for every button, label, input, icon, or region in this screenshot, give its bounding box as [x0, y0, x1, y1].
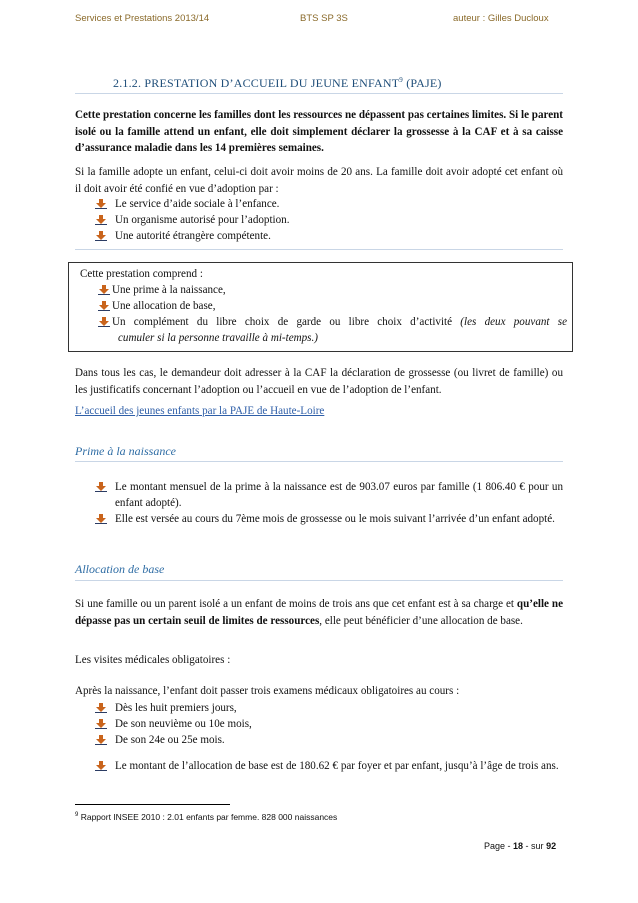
- divider: [75, 461, 563, 462]
- bullet-arrow-icon: [98, 285, 110, 295]
- list-item: Dès les huit premiers jours,: [115, 700, 237, 716]
- header-right: auteur : Gilles Ducloux: [453, 13, 549, 24]
- bullet-arrow-icon: [95, 199, 107, 209]
- apres-paragraph: Après la naissance, l’enfant doit passer trois examens médicaux obligatoires au cours :: [75, 685, 460, 697]
- list-item: Elle est versée au cours du 7ème mois de grossesse ou le mois suivant l’arrivée d’un enfant adopté.: [115, 511, 563, 527]
- list-item: Une allocation de base,: [112, 298, 216, 314]
- header-left: Services et Prestations 2013/14: [75, 13, 210, 24]
- section-divider: [75, 93, 563, 94]
- list-item: Le service d’aide sociale à l’enfance.: [115, 196, 279, 212]
- footnote-ref: 9: [399, 76, 403, 84]
- bullet-arrow-icon: [95, 231, 107, 241]
- paje-link[interactable]: L’accueil des jeunes enfants par la PAJE de Haute-Loire: [75, 405, 325, 417]
- list-item: Un organisme autorisé pour l’adoption.: [115, 212, 290, 228]
- list-item: De son neuvième ou 10e mois,: [115, 716, 252, 732]
- bullet-arrow-icon: [95, 761, 107, 771]
- header-center: BTS SP 3S: [300, 13, 348, 24]
- bullet-arrow-icon: [95, 514, 107, 524]
- footnote-separator: [75, 804, 230, 805]
- section-title: 2.1.2. PRESTATION D’ACCUEIL DU JEUNE ENFANT$^9$ (PAJE): [113, 76, 442, 90]
- bullet-arrow-icon: [95, 482, 107, 492]
- prime-heading: Prime à la naissance: [75, 444, 176, 458]
- alloc-paragraph: Si une famille ou un parent isolé a un enfant de moins de trois ans que cet enfant est à sa charge et qu’elle ne dépasse pas un certain seuil de limites de ressources, elle peut bénéficier d’une allocation de base.: [75, 598, 563, 627]
- demandeur-paragraph: Dans tous les cas, le demandeur doit adresser à la CAF la déclaration de grossesse (ou livret de famille) ou les justificatifs concernant l’adoption ou l’accueil en vue de l’adoption de l’enfant.: [75, 367, 563, 396]
- bullet-arrow-icon: [95, 719, 107, 729]
- alloc-heading: Allocation de base: [75, 562, 165, 576]
- adoption-paragraph: Si la famille adopte un enfant, celui-ci doit avoir moins de 20 ans. La famille doit avoir adopté cet enfant où il doit avoir été confié en vue d’adoption par :: [75, 166, 563, 195]
- list-item-cont: cumuler si la personne travaille à mi-temps.): [118, 332, 318, 344]
- divider: [75, 249, 563, 250]
- list-item: Le montant mensuel de la prime à la naissance est de 903.07 euros par famille (1 806.40 € pour un enfant adopté).: [115, 479, 563, 511]
- list-item: Le montant de l’allocation de base est de 180.62 € par foyer et par enfant, jusqu’à l’âge de trois ans.: [115, 758, 563, 774]
- bullet-arrow-icon: [95, 703, 107, 713]
- divider: [75, 580, 563, 581]
- bullet-arrow-icon: [95, 215, 107, 225]
- list-item: De son 24e ou 25e mois.: [115, 732, 225, 748]
- intro-paragraph: Cette prestation concerne les familles dont les ressources ne dépassent pas certaines limites. Si le parent isolé ou la famille attend un enfant, elle doit simplement déclarer la grossesse à la CAF et à sa caisse d’assurance maladie dans les 14 premières semaines.: [75, 109, 563, 154]
- footnote: $^9$ Rapport INSEE 2010 : 2.01 enfants par femme. 828 000 naissances: [75, 812, 338, 822]
- bullet-arrow-icon: [98, 317, 110, 327]
- bullet-arrow-icon: [95, 735, 107, 745]
- visites-heading: Les visites médicales obligatoires :: [75, 654, 231, 666]
- list-item: Une prime à la naissance,: [112, 282, 226, 298]
- list-item: Une autorité étrangère compétente.: [115, 228, 271, 244]
- box-intro: Cette prestation comprend :: [80, 268, 203, 280]
- list-item: Un complément du libre choix de garde ou libre choix d’activité (les deux pouvant se: [112, 314, 567, 330]
- bullet-arrow-icon: [98, 301, 110, 311]
- page-number: Page - 18 - sur 92: [484, 841, 557, 851]
